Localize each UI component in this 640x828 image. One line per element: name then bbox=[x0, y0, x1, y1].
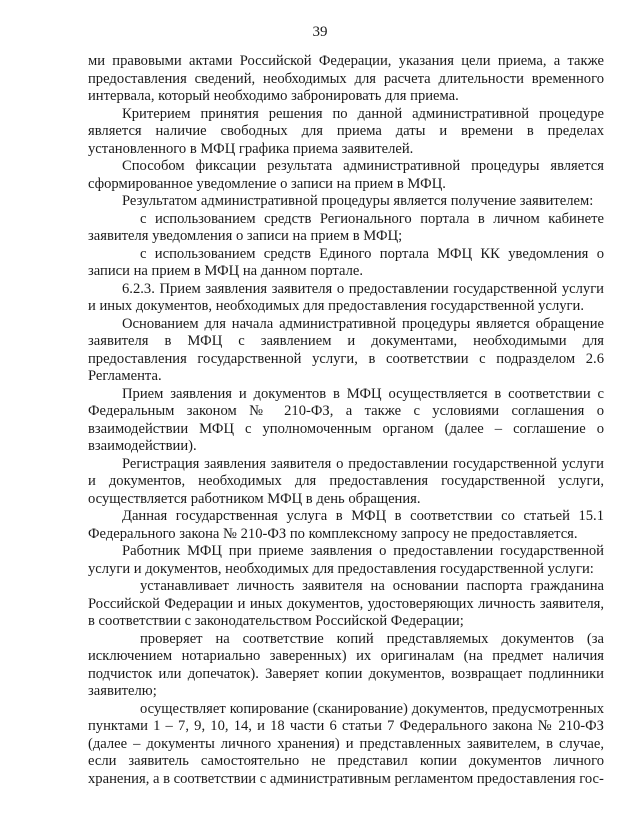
paragraph: Данная государственная услуга в МФЦ в соответствии со статьей 15.1 Федерального закона № 210-ФЗ по комплексному запросу не предоставляется. bbox=[88, 508, 604, 542]
list-item: устанавливает личность заявителя на основании паспорта гражданина Российской Федерации и иных документов, удостоверяющих личность заявителя, в соответствии с законодательством Российской Федерации; bbox=[88, 578, 604, 629]
list-item: проверяет на соответствие копий представляемых документов (за исключением нотариально заверенных) их оригиналам (на предмет наличия подчисток или допечаток). Заверяет копии документов, возвращает подлинники заявителю; bbox=[88, 630, 604, 699]
list-item: с использованием средств Единого портала МФЦ КК уведомления о записи на прием в МФЦ на данном портале. bbox=[88, 245, 604, 279]
paragraph: Способом фиксации результата административной процедуры является сформированное уведомление о записи на прием в МФЦ. bbox=[88, 158, 604, 192]
list-item: с использованием средств Регионального портала в личном кабинете заявителя уведомления о записи на прием в МФЦ; bbox=[88, 210, 604, 244]
list-item: осуществляет копирование (сканирование) документов, предусмотренных пунктами 1 – 7, 9, 10, 14, и 18 части 6 статьи 7 Федерального закона № 210-ФЗ (далее – документы личного хранения) и представленных заявителем, в случае, если заявитель самостоятельно не представил копии документов личного хранения, а в соответствии с административным регламентом предоставления гос- bbox=[88, 700, 604, 787]
paragraph: Результатом административной процедуры является получение заявителем: bbox=[122, 193, 594, 209]
paragraph: Регистрация заявления заявителя о предоставлении государственной услуги и документов, необходимых для предоставления государственной услуги, осуществляется работником МФЦ в день обращения. bbox=[88, 455, 604, 507]
body-text bbox=[88, 53, 604, 788]
paragraph: Прием заявления и документов в МФЦ осуществляется в соответствии с Федеральным законом № 210-ФЗ, а также с условиями соглашения о взаимодействии МФЦ с уполномоченным органом (далее – соглашение о взаимодействии). bbox=[88, 385, 604, 454]
paragraph: Работник МФЦ при приеме заявления о предоставлении государственной услуги и документов, необходимых для предоставления государственной услуги: bbox=[88, 543, 604, 577]
page-number: 39 bbox=[312, 24, 328, 40]
paragraph: Основанием для начала административной процедуры является обращение заявителя в МФЦ с заявлением и документами, необходимыми для предоставления государственной услуги, в соответствии с подразделом 2.6 Регламента. bbox=[88, 315, 604, 384]
paragraph: Критерием принятия решения по данной административной процедуре является наличие свободных для приема даты и времени в пределах установленного в МФЦ графика приема заявителей. bbox=[88, 105, 604, 157]
paragraph: ми правовыми актами Российской Федерации, указания цели приема, а также предоставления сведений, необходимых для расчета длительности временного интервала, который необходимо забронировать для приема. bbox=[88, 53, 604, 104]
section-heading: 6.2.3. Прием заявления заявителя о предоставлении государственной услуги и иных документов, необходимых для предоставления государственной услуги. bbox=[88, 280, 604, 314]
